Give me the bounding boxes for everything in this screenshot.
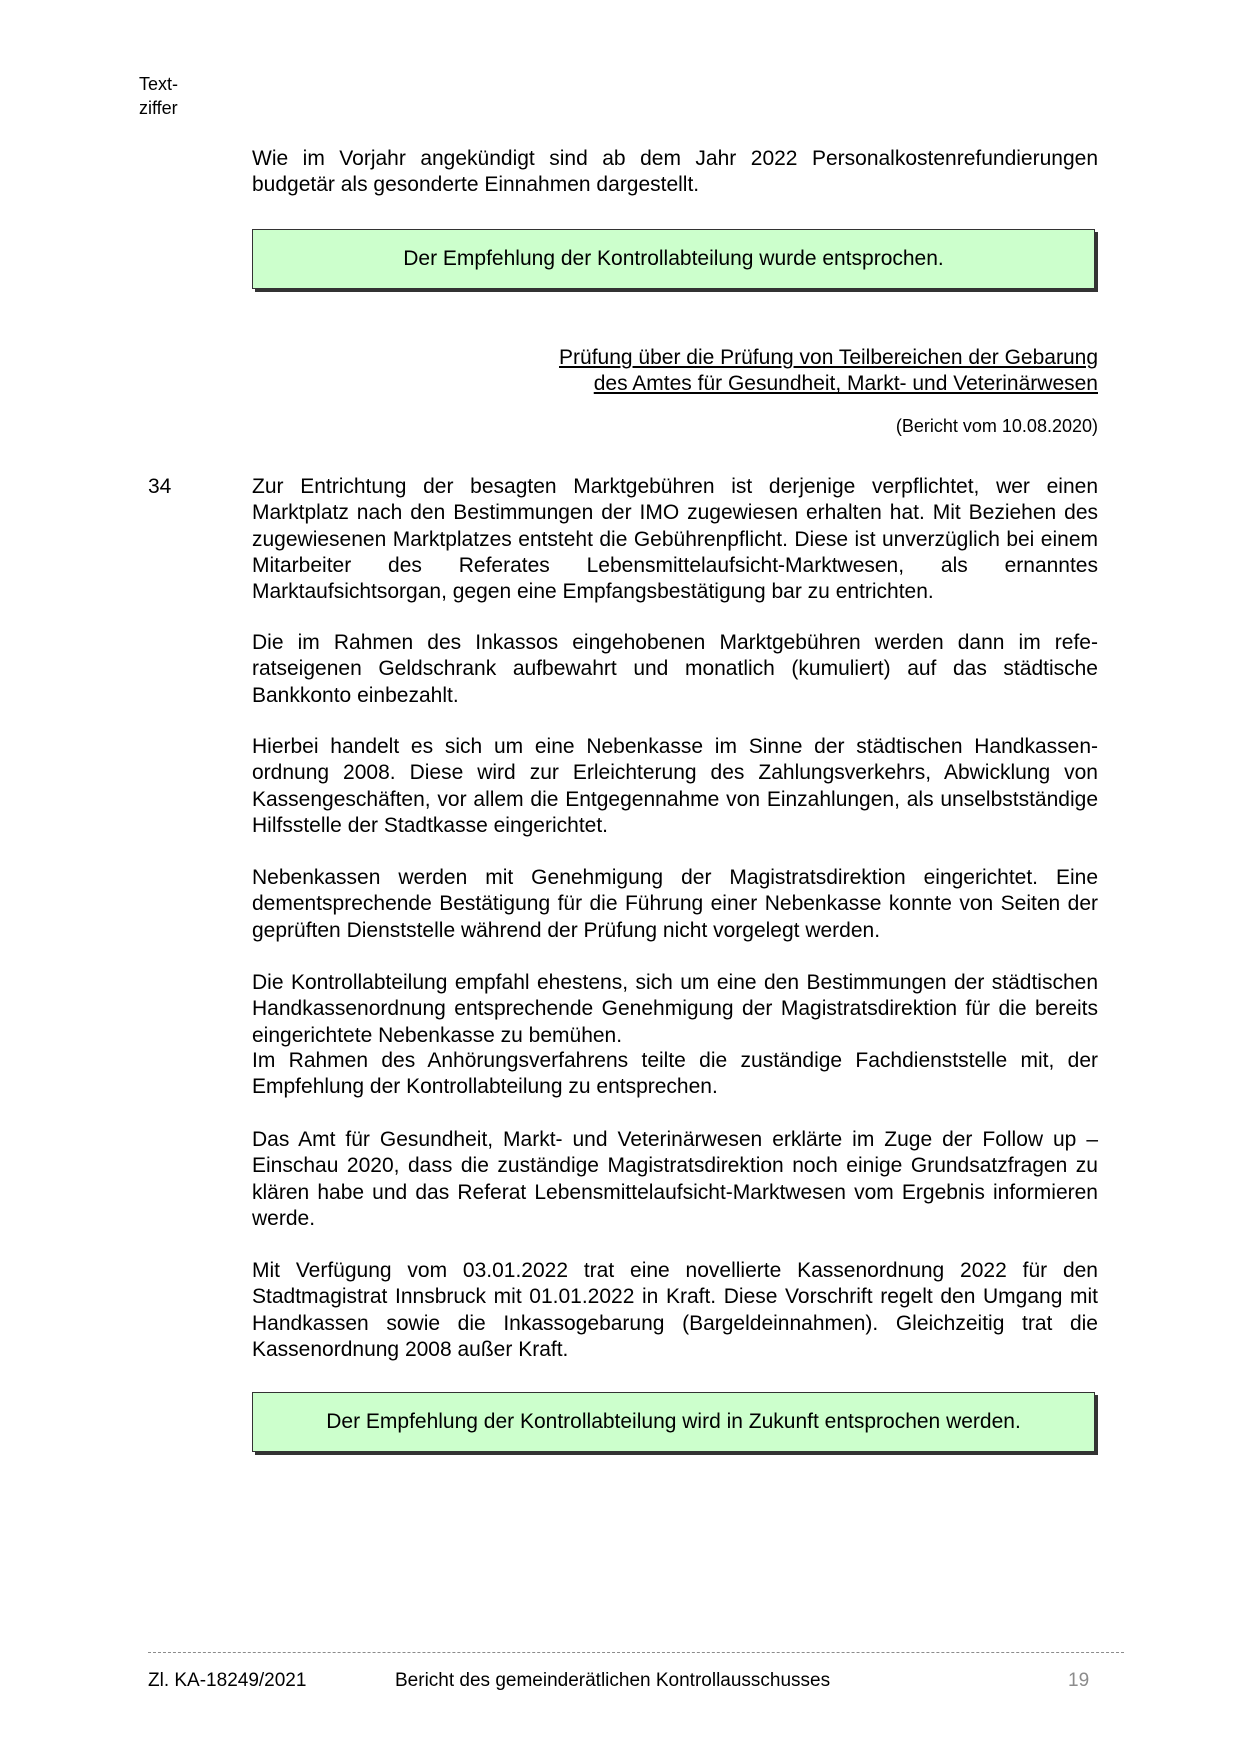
paragraph-number: 34 — [148, 475, 172, 498]
paragraph-5: Die Kontrollabteilung empfahl ehestens, sich um eine den Bestimmungen der städtischen Handkassenordnung entsprechende Genehmigung der Magistratsdirektion für die bereits eingerichtete Nebenkasse zu bemühen. — [252, 971, 1098, 1047]
paragraph-3: Hierbei handelt es sich um eine Nebenkasse im Sinne der städtischen Handkassenordnung 2008. Diese wird zur Erleichterung des Zahlungsverkehrs, Abwicklung von Kassengeschäften, vor allem die Entgegennahme von Einzahlungen, als unselbstständige Hilfsstelle der Stadtkasse eingerichtet. — [252, 735, 1098, 837]
section-title-line-1: Prüfung über die Prüfung von Teilbereichen der Gebarung — [559, 346, 1098, 369]
paragraph-4: Nebenkassen werden mit Genehmigung der Magistratsdirektion eingerichtet. Eine dementsprechende Bestätigung für die Führung einer Nebenkasse konnte von Seiten der geprüften Dienststelle während der Prüfung nicht vorgelegt werden. — [252, 866, 1098, 942]
margin-label-textziffer: Text- ziffer — [139, 74, 179, 118]
footer-reference: Zl. KA-18249/2021 — [148, 1670, 307, 1691]
notice-text: Der Empfehlung der Kontrollabteilung wird in Zukunft entsprochen werden. — [326, 1410, 1021, 1433]
paragraph-7: Das Amt für Gesundheit, Markt- und Veterinärwesen erklärte im Zuge der Follow up – Einschau 2020, dass die zuständige Magistratsdirektion noch einige Grundsatzfragen zu klären habe und das Referat Lebensmittelaufsicht-Marktwesen vom Ergebnis informieren werde. — [252, 1128, 1098, 1230]
page-number: 19 — [1068, 1670, 1090, 1691]
paragraph-6: Im Rahmen des Anhörungsverfahrens teilte die zuständige Fachdienststelle mit, der Empfehlung der Kontrollabteilung zu entsprechen. — [252, 1049, 1098, 1099]
section-title-line-2: des Amtes für Gesundheit, Markt- und Veterinärwesen — [593, 372, 1098, 396]
notice-box-future-recommendation — [252, 1392, 1095, 1452]
section-heading — [398, 345, 1098, 398]
report-date: (Bericht vom 10.08.2020) — [895, 416, 1098, 436]
notice-text: Der Empfehlung der Kontrollabteilung wurde entsprochen. — [403, 247, 944, 270]
notice-box-recommendation-followed — [252, 229, 1095, 289]
paragraph-8: Mit Verfügung vom 03.01.2022 trat eine novellierte Kassenordnung 2022 für den Stadtmagistrat Innsbruck mit 01.01.2022 in Kraft. Diese Vorschrift regelt den Umgang mit Handkassen sowie die Inkassogebarung (Bargeldeinnahmen). Gleichzeitig trat die Kassenordnung 2008 außer Kraft. — [252, 1259, 1098, 1361]
paragraph-1: Zur Entrichtung der besagten Marktgebühren ist derjenige verpflichtet, wer einen Marktplatz nach den Bestimmungen der IMO zugewiesen erhalten hat. Mit Beziehen des zugewiesenen Marktplatzes entsteht die Gebührenpflicht. Diese ist unverzüglich bei einem Mitarbeiter des Referates Lebensmittelaufsicht-Marktwesen, als ernanntes Marktaufsichtsorgan, gegen eine Empfangsbestätigung bar zu entrichten. — [252, 475, 1098, 604]
paragraph-2: Die im Rahmen des Inkassos eingehobenen Marktgebühren werden dann im referatseigenen Geldschrank aufbewahrt und monatlich (kumuliert) auf das städtische Bankkonto einbezahlt. — [252, 631, 1098, 707]
footer-divider — [148, 1652, 1124, 1653]
intro-paragraph: Wie im Vorjahr angekündigt sind ab dem Jahr 2022 Personalkostenrefundierungen budgetär als gesonderte Einnahmen dargestellt. — [252, 147, 1098, 197]
footer-title: Bericht des gemeinderätlichen Kontrollausschusses — [395, 1670, 831, 1691]
